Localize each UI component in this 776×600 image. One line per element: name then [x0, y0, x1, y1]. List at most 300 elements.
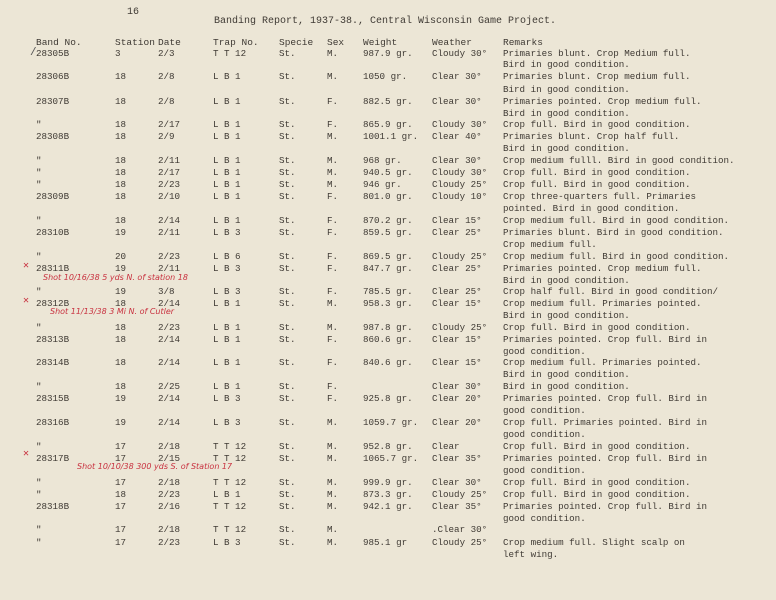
date-cell: 2/15: [158, 453, 181, 464]
weight-cell: 952.8 gr.: [363, 441, 413, 452]
trap-number-cell: L B 3: [213, 227, 241, 238]
table-row: [0, 524, 776, 536]
specie-cell: St.: [279, 477, 296, 488]
specie-cell: St.: [279, 393, 296, 404]
weather-cell: Cloudy 10°: [432, 191, 488, 202]
specie-cell: St.: [279, 286, 296, 297]
table-row: [0, 143, 776, 155]
sex-cell: M.: [327, 167, 339, 178]
weight-cell: 1065.7 gr.: [363, 453, 419, 464]
header-remarks: Remarks: [503, 37, 543, 48]
remarks-cell: Crop medium full. Slight scalp on: [503, 537, 685, 548]
trap-number-cell: T T 12: [213, 524, 247, 535]
red-x-mark: ✕: [23, 449, 30, 460]
remarks-cell: Crop full. Bird in good condition.: [503, 167, 691, 178]
page-number: 16: [127, 7, 140, 18]
remarks-cell: Crop medium full. Bird in good condition.: [503, 251, 730, 262]
date-cell: 2/11: [158, 155, 181, 166]
date-cell: 2/11: [158, 263, 181, 274]
weight-cell: 840.6 gr.: [363, 357, 413, 368]
remarks-cell: Crop full. Primaries pointed. Bird in: [503, 417, 707, 428]
remarks-cell: Bird in good condition.: [503, 84, 630, 95]
remarks-cell: Primaries blunt. Crop half full.: [503, 131, 680, 142]
weight-cell: 1050 gr.: [363, 71, 408, 82]
handwritten-note: Shot 11/13/38 3 Mi N. of Cutler: [50, 307, 175, 316]
trap-number-cell: L B 1: [213, 179, 241, 190]
station-cell: 20: [115, 251, 127, 262]
trap-number-cell: L B 1: [213, 298, 241, 309]
sex-cell: F.: [327, 334, 339, 345]
trap-number-cell: T T 12: [213, 501, 247, 512]
station-cell: 18: [115, 179, 127, 190]
trap-number-cell: L B 1: [213, 155, 241, 166]
table-row: [0, 369, 776, 381]
remarks-cell: Bird in good condition.: [503, 143, 630, 154]
table-row: [0, 167, 776, 179]
specie-cell: St.: [279, 322, 296, 333]
remarks-cell: Bird in good condition.: [503, 108, 630, 119]
remarks-cell: good condition.: [503, 346, 586, 357]
weight-cell: 987.9 gr.: [363, 48, 413, 59]
weight-cell: 865.9 gr.: [363, 119, 413, 130]
band-number-cell: 28315B: [36, 393, 70, 404]
weight-cell: 1059.7 gr.: [363, 417, 419, 428]
sex-cell: M.: [327, 441, 339, 452]
band-number-cell: ": [36, 524, 42, 535]
remarks-cell: Primaries pointed. Crop medium full.: [503, 96, 702, 107]
remarks-cell: left wing.: [503, 549, 559, 560]
specie-cell: St.: [279, 215, 296, 226]
weight-cell: 847.7 gr.: [363, 263, 413, 274]
station-cell: 17: [115, 453, 127, 464]
remarks-cell: Primaries pointed. Crop full. Bird in: [503, 453, 707, 464]
table-row: [0, 501, 776, 513]
sex-cell: F.: [327, 215, 339, 226]
table-row: [0, 155, 776, 167]
weather-cell: Clear 15°: [432, 357, 482, 368]
weather-cell: Clear 35°: [432, 453, 482, 464]
date-cell: 2/18: [158, 441, 181, 452]
weight-cell: 968 gr.: [363, 155, 402, 166]
specie-cell: St.: [279, 537, 296, 548]
specie-cell: St.: [279, 191, 296, 202]
band-number-cell: ": [36, 286, 42, 297]
table-row: [0, 84, 776, 96]
table-row: [0, 203, 776, 215]
specie-cell: St.: [279, 119, 296, 130]
sex-cell: M.: [327, 537, 339, 548]
remarks-cell: pointed. Bird in good condition.: [503, 203, 680, 214]
remarks-cell: Bird in good condition.: [503, 59, 630, 70]
sex-cell: F.: [327, 119, 339, 130]
handwritten-note: Shot 10/10/38 300 yds S. of Station 17: [77, 462, 233, 471]
weather-cell: Clear 30°: [432, 381, 482, 392]
station-cell: 18: [115, 96, 127, 107]
sex-cell: F.: [327, 286, 339, 297]
remarks-cell: good condition.: [503, 405, 586, 416]
sex-cell: F.: [327, 393, 339, 404]
remarks-cell: Crop medium full. Bird in good condition.: [503, 215, 730, 226]
station-cell: 18: [115, 155, 127, 166]
remarks-cell: Crop three-quarters full. Primaries: [503, 191, 696, 202]
trap-number-cell: L B 1: [213, 96, 241, 107]
trap-number-cell: L B 3: [213, 417, 241, 428]
remarks-cell: Crop full. Bird in good condition.: [503, 179, 691, 190]
table-row: [0, 334, 776, 346]
table-row: [0, 441, 776, 453]
station-cell: 19: [115, 417, 127, 428]
weight-cell: 940.5 gr.: [363, 167, 413, 178]
remarks-cell: Primaries blunt. Crop Medium full.: [503, 48, 691, 59]
date-cell: 2/17: [158, 119, 181, 130]
trap-number-cell: L B 1: [213, 357, 241, 368]
band-number-cell: 28314B: [36, 357, 70, 368]
table-row: [0, 59, 776, 71]
table-row: [0, 179, 776, 191]
station-cell: 18: [115, 381, 127, 392]
table-row: [0, 227, 776, 239]
band-number-cell: ": [36, 119, 42, 130]
weather-cell: Cloudy 30°: [432, 167, 488, 178]
weather-cell: Clear 35°: [432, 501, 482, 512]
sex-cell: M.: [327, 131, 339, 142]
table-row: [0, 357, 776, 369]
specie-cell: St.: [279, 357, 296, 368]
sex-cell: F.: [327, 191, 339, 202]
date-cell: 2/10: [158, 191, 181, 202]
weather-cell: Clear 30°: [432, 96, 482, 107]
weather-cell: Cloudy 30°: [432, 48, 488, 59]
sex-cell: M.: [327, 489, 339, 500]
weather-cell: .Clear 30°: [432, 524, 488, 535]
band-number-cell: 28316B: [36, 417, 70, 428]
trap-number-cell: L B 3: [213, 537, 241, 548]
station-cell: 17: [115, 501, 127, 512]
date-cell: 2/23: [158, 179, 181, 190]
trap-number-cell: L B 1: [213, 489, 241, 500]
specie-cell: St.: [279, 167, 296, 178]
weather-cell: Clear 20°: [432, 417, 482, 428]
remarks-cell: Bird in good condition.: [503, 275, 630, 286]
band-number-cell: ": [36, 477, 42, 488]
band-number-cell: 28312B: [36, 298, 70, 309]
remarks-cell: Crop medium full. Primaries pointed.: [503, 357, 702, 368]
table-row: [0, 239, 776, 251]
band-number-cell: 28318B: [36, 501, 70, 512]
trap-number-cell: T T 12: [213, 48, 247, 59]
table-row: [0, 477, 776, 489]
band-number-cell: 28307B: [36, 96, 70, 107]
date-cell: 2/16: [158, 501, 181, 512]
weight-cell: 860.6 gr.: [363, 334, 413, 345]
station-cell: 18: [115, 322, 127, 333]
table-row: [0, 215, 776, 227]
date-cell: 2/9: [158, 131, 175, 142]
sex-cell: F.: [327, 96, 339, 107]
table-row: [0, 537, 776, 549]
weather-cell: Clear 15°: [432, 298, 482, 309]
trap-number-cell: L B 1: [213, 191, 241, 202]
red-x-mark: ✕: [23, 296, 30, 307]
trap-number-cell: L B 3: [213, 286, 241, 297]
trap-number-cell: L B 1: [213, 131, 241, 142]
trap-number-cell: L B 1: [213, 215, 241, 226]
report-title: Banding Report, 1937-38., Central Wisconsin Game Project.: [214, 16, 557, 27]
specie-cell: St.: [279, 524, 296, 535]
trap-number-cell: L B 1: [213, 322, 241, 333]
sex-cell: F.: [327, 251, 339, 262]
station-cell: 18: [115, 334, 127, 345]
date-cell: 3/8: [158, 286, 175, 297]
station-cell: 18: [115, 489, 127, 500]
band-number-cell: ": [36, 489, 42, 500]
remarks-cell: Primaries pointed. Crop medium full.: [503, 263, 702, 274]
weather-cell: Clear 25°: [432, 227, 482, 238]
date-cell: 2/11: [158, 227, 181, 238]
weather-cell: Clear 40°: [432, 131, 482, 142]
band-number-cell: 28308B: [36, 131, 70, 142]
red-x-mark: ✕: [23, 261, 30, 272]
sex-cell: M.: [327, 71, 339, 82]
date-cell: 2/14: [158, 298, 181, 309]
weather-cell: Clear 30°: [432, 477, 482, 488]
station-cell: 18: [115, 298, 127, 309]
station-cell: 18: [115, 71, 127, 82]
remarks-cell: Primaries pointed. Crop full. Bird in: [503, 501, 707, 512]
weight-cell: 942.1 gr.: [363, 501, 413, 512]
specie-cell: St.: [279, 227, 296, 238]
date-cell: 2/23: [158, 322, 181, 333]
table-row: [0, 131, 776, 143]
header-date: Date: [158, 37, 181, 48]
date-cell: 2/18: [158, 477, 181, 488]
sex-cell: M.: [327, 524, 339, 535]
date-cell: 2/23: [158, 489, 181, 500]
band-number-cell: ": [36, 251, 42, 262]
band-number-cell: ": [36, 179, 42, 190]
date-cell: 2/14: [158, 393, 181, 404]
specie-cell: St.: [279, 251, 296, 262]
weight-cell: 859.5 gr.: [363, 227, 413, 238]
remarks-cell: Crop full. Bird in good condition.: [503, 477, 691, 488]
sex-cell: M.: [327, 417, 339, 428]
station-cell: 19: [115, 227, 127, 238]
header-trap-no: Trap No.: [213, 37, 259, 48]
date-cell: 2/18: [158, 524, 181, 535]
weight-cell: 987.8 gr.: [363, 322, 413, 333]
station-cell: 18: [115, 119, 127, 130]
table-row: [0, 405, 776, 417]
remarks-cell: Bird in good condition.: [503, 381, 630, 392]
trap-number-cell: L B 1: [213, 71, 241, 82]
specie-cell: St.: [279, 48, 296, 59]
band-number-cell: ": [36, 441, 42, 452]
remarks-cell: Crop half full. Bird in good condition/: [503, 286, 719, 297]
date-cell: 2/23: [158, 251, 181, 262]
table-row: [0, 191, 776, 203]
specie-cell: St.: [279, 131, 296, 142]
specie-cell: St.: [279, 441, 296, 452]
header-station: Station: [115, 37, 155, 48]
weather-cell: Clear 25°: [432, 263, 482, 274]
trap-number-cell: T T 12: [213, 477, 247, 488]
sex-cell: F.: [327, 381, 339, 392]
remarks-cell: Primaries pointed. Crop full. Bird in: [503, 393, 707, 404]
remarks-cell: good condition.: [503, 429, 586, 440]
station-cell: 18: [115, 167, 127, 178]
table-row: [0, 381, 776, 393]
date-cell: 2/14: [158, 417, 181, 428]
weather-cell: Clear 20°: [432, 393, 482, 404]
weather-cell: Cloudy 30°: [432, 119, 488, 130]
sex-cell: M.: [327, 48, 339, 59]
sex-cell: M.: [327, 453, 339, 464]
trap-number-cell: L B 3: [213, 263, 241, 274]
band-number-cell: 28310B: [36, 227, 70, 238]
weight-cell: 869.5 gr.: [363, 251, 413, 262]
table-row: [0, 322, 776, 334]
trap-number-cell: L B 1: [213, 381, 241, 392]
date-cell: 2/8: [158, 96, 175, 107]
specie-cell: St.: [279, 155, 296, 166]
trap-number-cell: L B 6: [213, 251, 241, 262]
weight-cell: 925.8 gr.: [363, 393, 413, 404]
trap-number-cell: L B 1: [213, 167, 241, 178]
date-cell: 2/14: [158, 215, 181, 226]
weight-cell: 801.0 gr.: [363, 191, 413, 202]
band-number-cell: 28305B: [36, 48, 70, 59]
trap-number-cell: L B 1: [213, 334, 241, 345]
header-weather: Weather: [432, 37, 472, 48]
table-row: [0, 549, 776, 561]
weather-cell: Clear 30°: [432, 71, 482, 82]
station-cell: 18: [115, 131, 127, 142]
specie-cell: St.: [279, 489, 296, 500]
table-row: [0, 286, 776, 298]
weight-cell: 999.9 gr.: [363, 477, 413, 488]
weight-cell: 985.1 gr: [363, 537, 408, 548]
station-cell: 18: [115, 215, 127, 226]
table-row: [0, 251, 776, 263]
specie-cell: St.: [279, 71, 296, 82]
table-row: [0, 489, 776, 501]
remarks-cell: Bird in good condition.: [503, 310, 630, 321]
specie-cell: St.: [279, 179, 296, 190]
remarks-cell: Crop full. Bird in good condition.: [503, 489, 691, 500]
date-cell: 2/3: [158, 48, 175, 59]
table-row: [0, 96, 776, 108]
date-cell: 2/14: [158, 334, 181, 345]
specie-cell: St.: [279, 381, 296, 392]
remarks-cell: Primaries blunt. Bird in good condition.: [503, 227, 724, 238]
specie-cell: St.: [279, 501, 296, 512]
weather-cell: Clear 15°: [432, 215, 482, 226]
station-cell: 17: [115, 477, 127, 488]
table-row: [0, 393, 776, 405]
weather-cell: Cloudy 25°: [432, 179, 488, 190]
sex-cell: F.: [327, 263, 339, 274]
table-row: [0, 119, 776, 131]
sex-cell: M.: [327, 179, 339, 190]
weather-cell: Cloudy 25°: [432, 537, 488, 548]
weight-cell: 870.2 gr.: [363, 215, 413, 226]
remarks-cell: Crop full. Bird in good condition.: [503, 322, 691, 333]
trap-number-cell: T T 12: [213, 441, 247, 452]
sex-cell: M.: [327, 322, 339, 333]
remarks-cell: good condition.: [503, 513, 586, 524]
trap-number-cell: T T 12: [213, 453, 247, 464]
handwritten-note: Shot 10/16/38 5 yds N. of station 18: [43, 273, 188, 282]
specie-cell: St.: [279, 96, 296, 107]
date-cell: 2/23: [158, 537, 181, 548]
trap-number-cell: L B 1: [213, 119, 241, 130]
table-row: [0, 429, 776, 441]
weight-cell: 1001.1 gr.: [363, 131, 419, 142]
weather-cell: Cloudy 25°: [432, 251, 488, 262]
header-specie: Specie: [279, 37, 314, 48]
weight-cell: 873.3 gr.: [363, 489, 413, 500]
remarks-cell: Crop full. Bird in good condition.: [503, 441, 691, 452]
band-number-cell: 28317B: [36, 453, 70, 464]
table-row: [0, 417, 776, 429]
remarks-cell: good condition.: [503, 465, 586, 476]
weight-cell: 958.3 gr.: [363, 298, 413, 309]
remarks-cell: Primaries pointed. Crop full. Bird in: [503, 334, 707, 345]
weight-cell: 882.5 gr.: [363, 96, 413, 107]
specie-cell: St.: [279, 334, 296, 345]
specie-cell: St.: [279, 453, 296, 464]
band-number-cell: ": [36, 381, 42, 392]
station-cell: 19: [115, 263, 127, 274]
sex-cell: M.: [327, 155, 339, 166]
weather-cell: Clear 15°: [432, 334, 482, 345]
station-cell: 19: [115, 393, 127, 404]
band-number-cell: ": [36, 322, 42, 333]
sex-cell: M.: [327, 298, 339, 309]
band-number-cell: ": [36, 155, 42, 166]
band-number-cell: 28306B: [36, 71, 70, 82]
station-cell: 17: [115, 537, 127, 548]
band-number-cell: ": [36, 215, 42, 226]
date-cell: 2/14: [158, 357, 181, 368]
date-cell: 2/8: [158, 71, 175, 82]
band-number-cell: 28309B: [36, 191, 70, 202]
station-cell: 17: [115, 441, 127, 452]
station-cell: 3: [115, 48, 121, 59]
specie-cell: St.: [279, 417, 296, 428]
band-number-cell: 28313B: [36, 334, 70, 345]
sex-cell: M.: [327, 477, 339, 488]
station-cell: 18: [115, 191, 127, 202]
station-cell: 17: [115, 524, 127, 535]
weather-cell: Clear: [432, 441, 460, 452]
remarks-cell: Primaries blunt. Crop medium full.: [503, 71, 691, 82]
remarks-cell: Crop medium fulll. Bird in good condition.: [503, 155, 735, 166]
station-cell: 18: [115, 357, 127, 368]
weight-cell: 946 gr.: [363, 179, 402, 190]
band-number-cell: ": [36, 167, 42, 178]
pencil-tick-mark: /: [30, 47, 37, 59]
sex-cell: M.: [327, 501, 339, 512]
remarks-cell: Bird in good condition.: [503, 369, 630, 380]
remarks-cell: Crop medium full.: [503, 239, 597, 250]
sex-cell: F.: [327, 357, 339, 368]
weather-cell: Clear 25°: [432, 286, 482, 297]
remarks-cell: Crop full. Bird in good condition.: [503, 119, 691, 130]
station-cell: 19: [115, 286, 127, 297]
weather-cell: Clear 30°: [432, 155, 482, 166]
header-weight: Weight: [363, 37, 398, 48]
